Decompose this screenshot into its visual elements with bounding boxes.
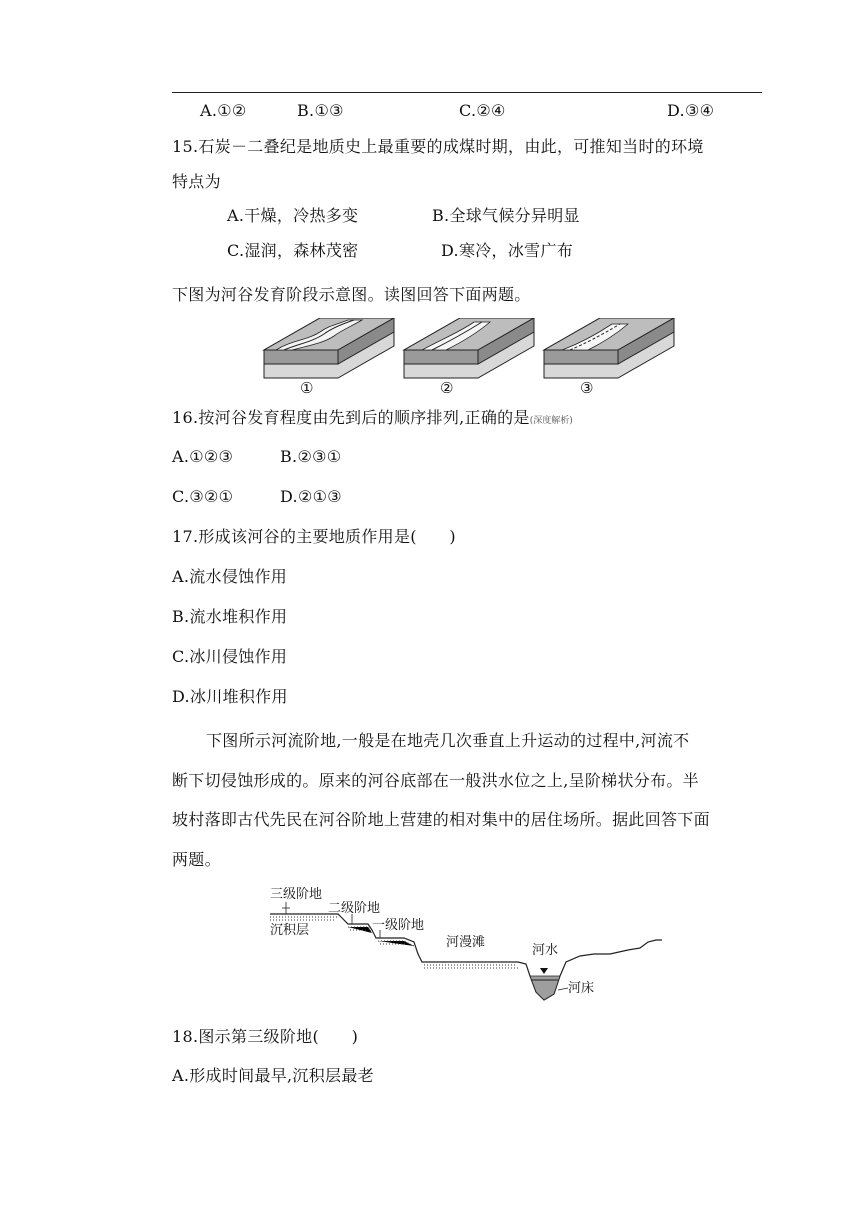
q17-option-b: B.流水堆积作用 (172, 607, 288, 626)
water-level-marker (540, 968, 548, 974)
q16-tag: (深度解析) (529, 416, 573, 426)
q16-stem (172, 408, 573, 431)
q15-option-d: D.寒冷，冰雪广布 (441, 241, 574, 260)
q16-stem-text: 16.按河谷发育程度由先到后的顺序排列,正确的是 (172, 408, 530, 427)
q17-option-d: D.冰川堆积作用 (172, 687, 288, 706)
q16-option-a: A.①②③ (172, 447, 234, 466)
q15-stem-cont: 特点为 (172, 172, 221, 191)
terrace-paragraph-line-1: 下图所示河流阶地,一般是在地壳几次垂直上升运动的过程中,河流不 (206, 731, 690, 750)
q16-option-b: B.②③① (280, 447, 342, 466)
label-sediment-layer: 沉积层 (270, 923, 310, 938)
label-second-terrace: 二级阶地 (328, 901, 381, 916)
intro-valley: 下图为河谷发育阶段示意图。读图回答下面两题。 (172, 285, 531, 304)
terrace-paragraph-line-3: 坡村落即古代先民在河谷阶地上营建的相对集中的居住场所。据此回答下面 (172, 810, 710, 829)
q14-option-c: C.②④ (459, 101, 506, 120)
terrace-paragraph-line-2: 断下切侵蚀形成的。原来的河谷底部在一般洪水位之上,呈阶梯状分布。半 (172, 771, 699, 790)
valley-stages-figure (262, 318, 682, 396)
q14-option-d: D.③④ (667, 101, 715, 120)
stage-label-3: ③ (580, 379, 594, 396)
valley-block-2 (404, 318, 534, 378)
valley-block-3 (544, 318, 674, 378)
label-first-terrace: 一级阶地 (372, 918, 425, 933)
river-terrace-figure (268, 884, 668, 1008)
q17-option-c: C.冰川侵蚀作用 (172, 647, 288, 666)
label-third-terrace: 三级阶地 (270, 887, 323, 902)
stage-label-1: ① (300, 379, 314, 396)
q17-option-a: A.流水侵蚀作用 (172, 567, 288, 586)
label-river-water: 河水 (532, 943, 559, 958)
top-rule (172, 92, 762, 93)
q15-option-a: A.干燥，冷热多变 (227, 206, 359, 225)
stage-label-2: ② (440, 379, 454, 396)
label-floodplain: 河漫滩 (446, 935, 486, 950)
valley-block-1 (264, 318, 394, 378)
q14-option-a: A.①② (200, 101, 247, 120)
q15-option-c: C.湿润，森林茂密 (227, 241, 359, 260)
q16-option-c: C.③②① (172, 487, 234, 506)
q14-option-b: B.①③ (297, 101, 344, 120)
q18-stem: 18.图示第三级阶地( ) (172, 1027, 359, 1046)
q17-stem: 17.形成该河谷的主要地质作用是( ) (172, 527, 456, 546)
q18-option-a: A.形成时间最早,沉积层最老 (172, 1066, 374, 1085)
q15-stem: 15.石炭－二叠纪是地质史上最重要的成煤时期，由此，可推知当时的环境 (172, 137, 704, 156)
q15-option-b: B.全球气候分异明显 (432, 206, 580, 225)
terrace-paragraph-line-4: 两题。 (172, 850, 221, 869)
q16-option-d: D.②①③ (280, 487, 342, 506)
label-river-bed: 河床 (568, 981, 595, 996)
